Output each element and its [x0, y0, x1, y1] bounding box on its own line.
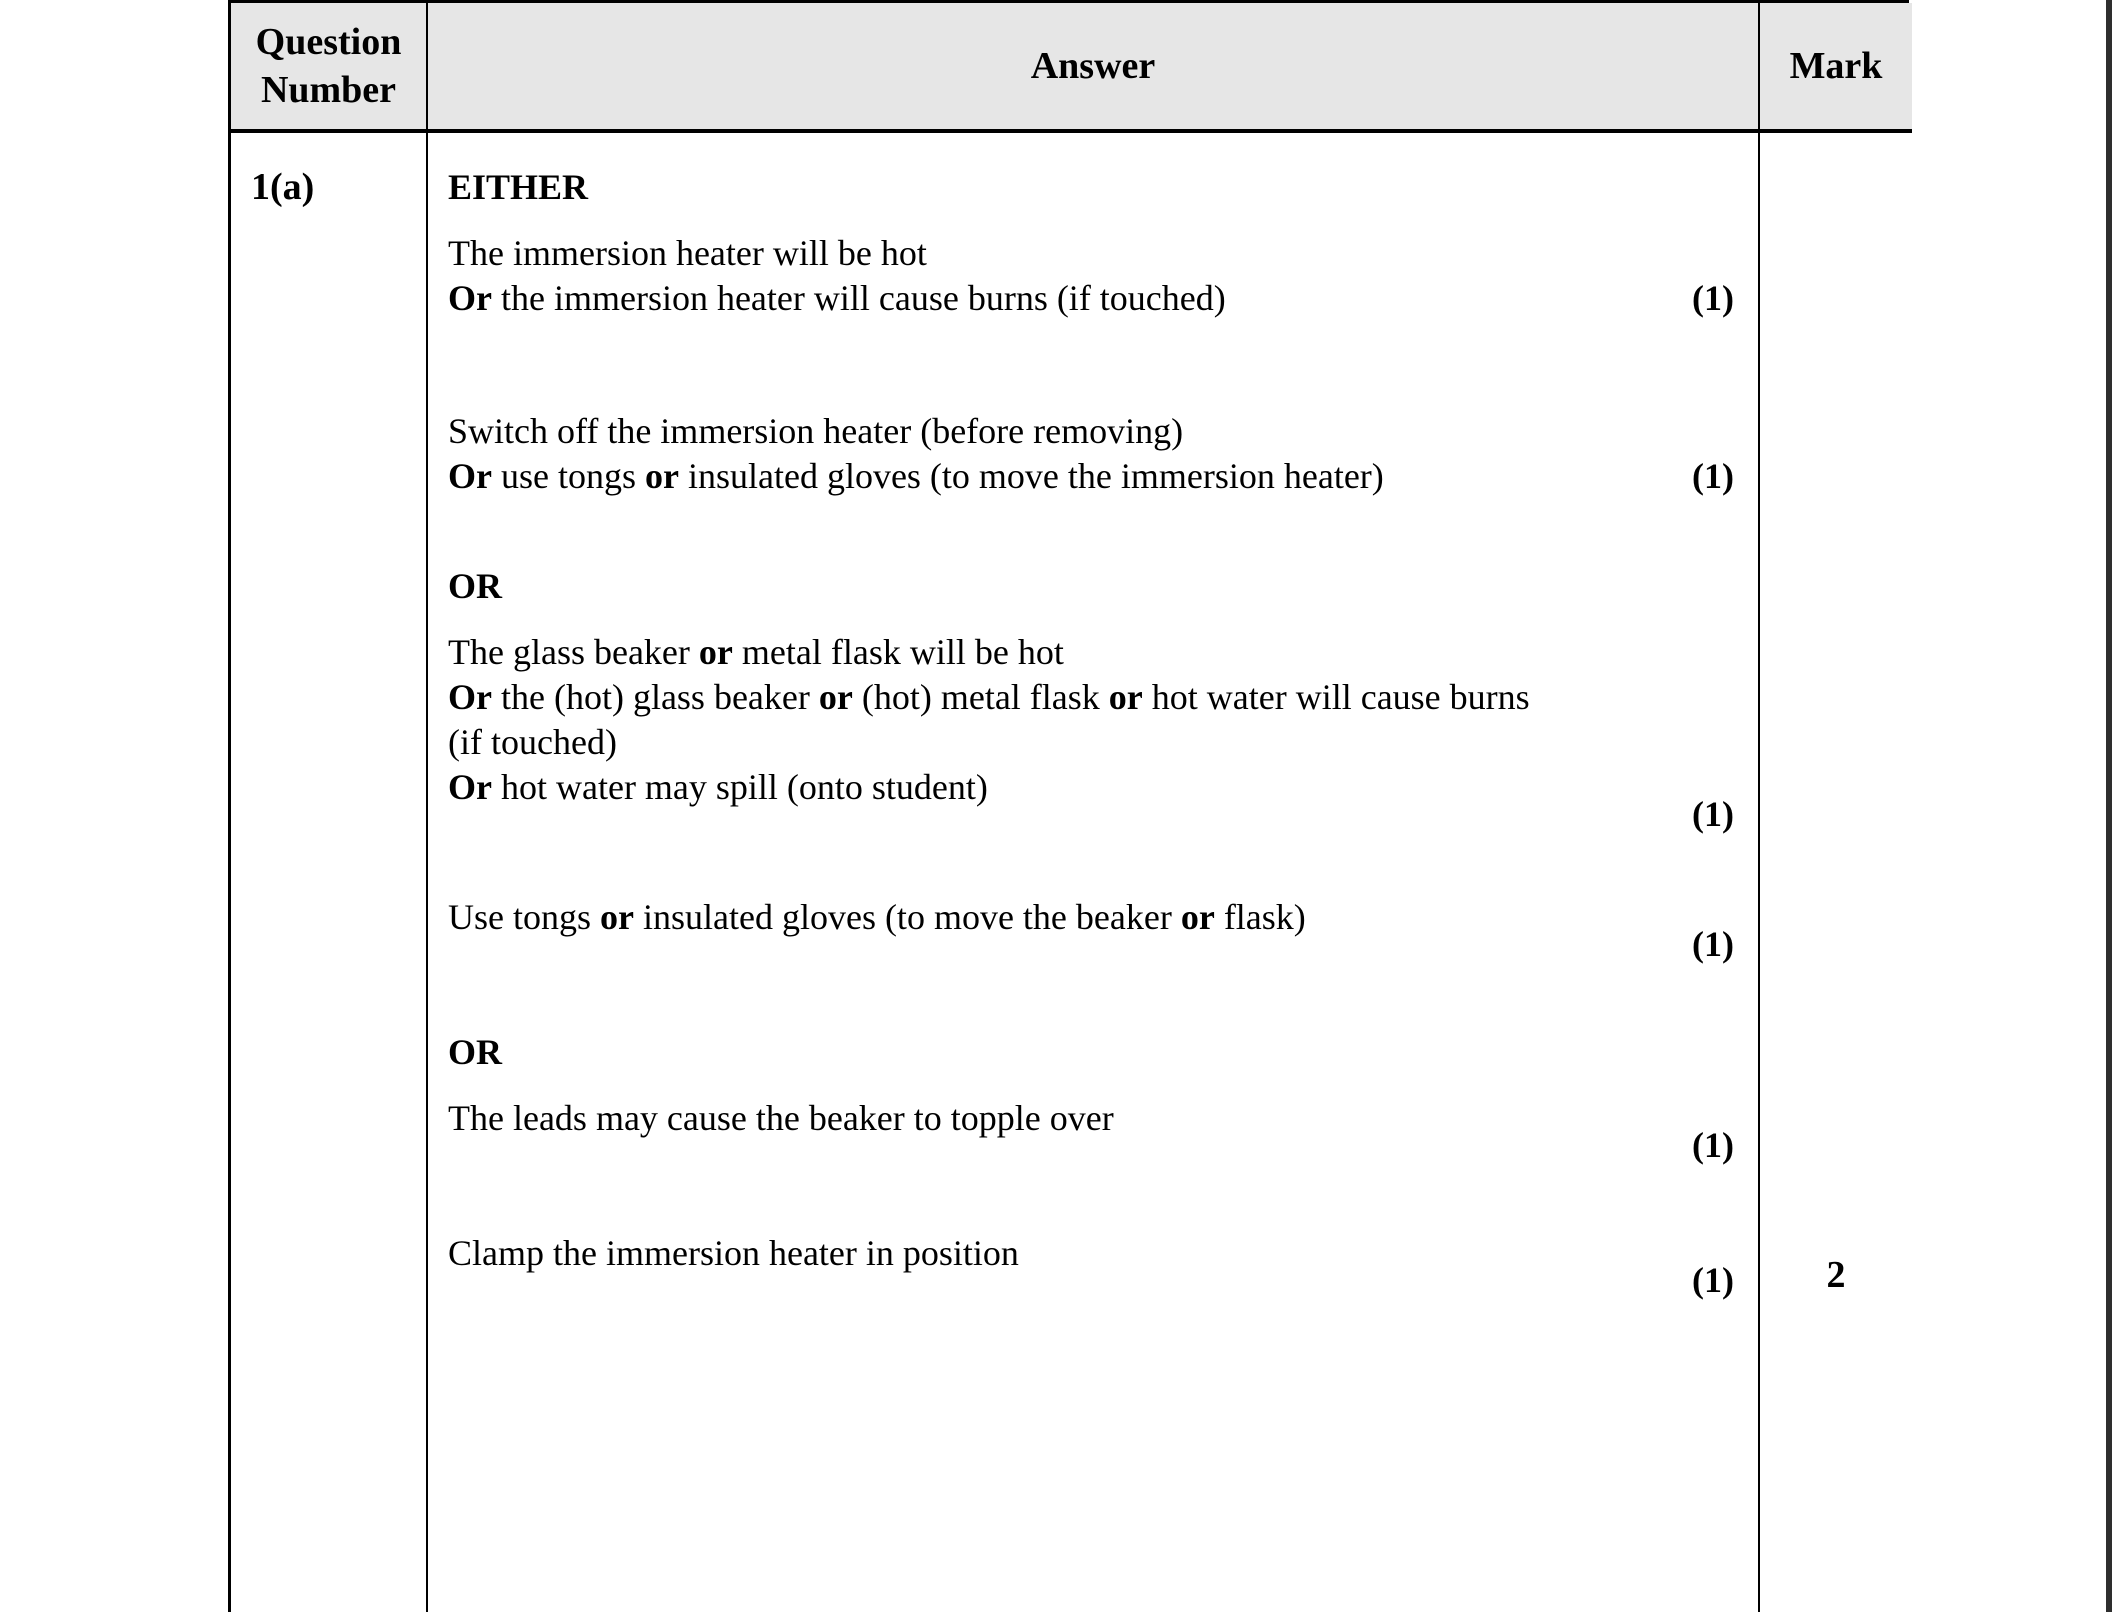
total-mark: 2 [1826, 1254, 1846, 1296]
answer-line: (if touched) [448, 722, 617, 762]
answer-cell [428, 133, 1760, 1612]
header-answer [428, 3, 1760, 133]
answer-line: Or use tongs or insulated gloves (to move the immersion heater) (1) [448, 454, 1734, 499]
answer-line: Or hot water may spill (onto student) [448, 767, 988, 807]
point-mark: (1) [1692, 1260, 1734, 1300]
header-question-number-label: Question Number [255, 21, 402, 111]
answer-point [448, 1231, 1734, 1303]
point-mark: (1) [1692, 794, 1734, 834]
answer-point [448, 895, 1734, 967]
answer-heading: EITHER [448, 167, 589, 207]
point-mark: (1) [1692, 278, 1734, 318]
question-number: 1(a) [251, 166, 315, 208]
mark-cell [1760, 133, 1912, 1612]
point-mark: (1) [1692, 924, 1734, 964]
answer-line: The immersion heater will be hot [448, 233, 927, 273]
page-edge-line [2106, 0, 2112, 1612]
header-question-number [231, 3, 428, 133]
answer-line: The glass beaker or metal flask will be hot [448, 632, 1064, 672]
answer-line: Or the immersion heater will cause burns (if touched) (1) [448, 276, 1734, 321]
point-mark: (1) [1692, 1125, 1734, 1165]
point-mark: (1) [1692, 456, 1734, 496]
answer-point [448, 630, 1734, 837]
answer-line: Switch off the immersion heater (before removing) [448, 411, 1184, 451]
header-answer-label: Answer [1030, 45, 1156, 87]
answer-line: Clamp the immersion heater in position [448, 1233, 1019, 1273]
header-mark-label: Mark [1789, 45, 1883, 87]
answer-line: The leads may cause the beaker to topple over [448, 1098, 1114, 1138]
answer-blocks [448, 165, 1734, 1303]
answer-line: Use tongs or insulated gloves (to move the beaker or flask) [448, 897, 1306, 937]
mark-scheme-table [228, 0, 1909, 1612]
header-mark [1760, 3, 1912, 133]
answer-point [448, 409, 1734, 499]
question-number-cell [231, 133, 428, 1612]
answer-line: Or the (hot) glass beaker or (hot) metal flask or hot water will cause burns [448, 677, 1530, 717]
answer-point [448, 231, 1734, 321]
answer-point [448, 1096, 1734, 1168]
answer-heading: OR [448, 1032, 502, 1072]
answer-heading: OR [448, 566, 502, 606]
